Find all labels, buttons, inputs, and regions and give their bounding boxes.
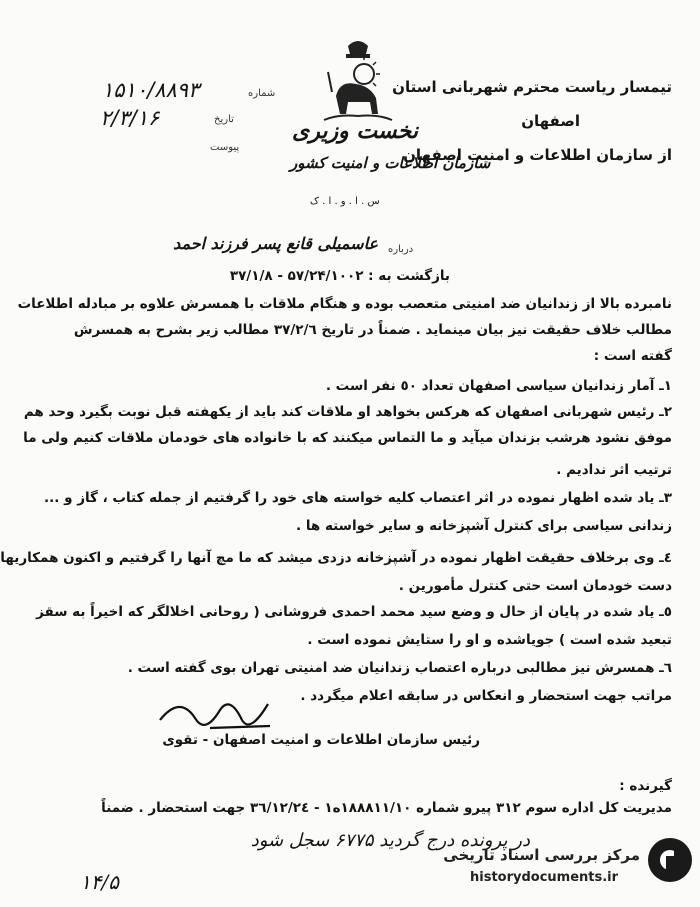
body-line: مراتب جهت استحضار و انعکاس در سابقه اعلام میگردد . bbox=[300, 688, 672, 704]
body-line: ۱ـ آمار زندانیان سیاسی اصفهان تعداد ٥٠ نفر است . bbox=[325, 378, 672, 394]
cc-label: گیرنده : bbox=[619, 778, 672, 794]
subject-text: عاسمیلی قانع پسر فرزند احمد bbox=[173, 234, 378, 253]
number-value: ۱۵۱۰/۸۸۹۳ bbox=[102, 78, 200, 102]
lion-and-sun-emblem-icon bbox=[318, 36, 398, 126]
organization-code: س . ا . و . ا . ک bbox=[310, 196, 380, 207]
body-line: گفته است : bbox=[593, 348, 672, 364]
organization-title: سازمان اطلاعات و امنیت کشور bbox=[290, 154, 491, 172]
watermark-en: historydocuments.ir bbox=[470, 870, 619, 885]
body-line: تبعید شده است ) جویاشده و او را ستایش نموده است . bbox=[307, 632, 672, 648]
handwritten-bottom: ۱۴/۵ bbox=[80, 870, 119, 894]
from-line: از سازمان اطلاعات و امنیت اصفهان bbox=[403, 146, 672, 164]
body-line: نامبرده بالا از زندانیان ضد امنیتی متعصب بوده و هنگام ملاقات با همسرش علاوه بر مبادله اطلاعات bbox=[17, 296, 672, 312]
body-line: زندانی سیاسی برای کنترل آشپزخانه و سایر خواسته ها . bbox=[296, 518, 672, 534]
body-line: دست خودمان است حتی کنترل مأمورین . bbox=[398, 578, 672, 594]
watermark-logo-icon bbox=[648, 838, 692, 882]
body-line: ۳ـ یاد شده اظهار نموده در اثر اعتصاب کلیه خواسته های خود را گرفتیم از جمله کتاب ، گاز و ... bbox=[44, 490, 672, 506]
body-line: ٥ـ یاد شده در پایان از حال و وضع سید محمد احمدی فروشانی ( روحانی اخلالگر که اخیراً به سقز bbox=[36, 604, 672, 620]
attachment-label: پیوست bbox=[210, 142, 240, 153]
recipient-line2: اصفهان bbox=[521, 112, 580, 130]
recipient-line1: تیمسار ریاست محترم شهربانی استان bbox=[392, 78, 672, 96]
body-line: ۲ـ رئیس شهربانی اصفهان که هرکس بخواهد او ملاقات کند باید از یکهفته قبل نوبت بگیرد وحد هم bbox=[23, 404, 672, 420]
body-line: مطالب خلاف حقیقت نیز بیان مینماید . ضمناً در تاریخ ۳۷/۲/٦ مطالب زیر بشرح به همسرش bbox=[73, 322, 672, 338]
watermark-fa: مرکز بررسی اسناد تاریخی bbox=[443, 846, 640, 864]
body-line: ترتیب اثر ندادیم . bbox=[556, 462, 672, 478]
number-label: شماره bbox=[248, 88, 276, 99]
date-value: ۲/۳/۱۶ bbox=[100, 106, 160, 130]
subject-label: درباره bbox=[388, 244, 414, 255]
signature-block: رئیس سازمان اطلاعات و امنیت اصفهان - تقوی bbox=[162, 732, 480, 748]
body-line: ٦ـ همسرش نیز مطالبی درباره اعتصاب زندانیان ضد امنیتی تهران بوی گفته است . bbox=[127, 660, 672, 676]
cc-line: مدیریت کل اداره سوم ۳۱۲ پیرو شماره ۱۸۸۸۱۱/۱۰ه۱ - ۳٦/۱۲/۲٤ جهت استحضار . ضمناً bbox=[101, 800, 672, 816]
body-line: ٤ـ وی برخلاف حقیقت اظهار نموده در آشپزخانه دزدی میشد که ما مچ آنها را گرفتیم و اکنون همکاریها bbox=[0, 550, 672, 566]
body-line: موفق نشود هرشب بزندان میآید و ما التماس میکنند که با خانواده های خودمان ملاقات کنیم ولی ما bbox=[23, 430, 672, 446]
ministry-title: نخست وزیری bbox=[292, 118, 418, 144]
date-label: تاریخ bbox=[214, 114, 234, 125]
handwritten-note: در پرونده درج گردید ۶۷۷۵ سجل شود bbox=[250, 830, 530, 851]
reference-line: بازگشت به : ۵۷/۲۴/۱۰۰۲ - ۳۷/۱/۸ bbox=[229, 268, 450, 284]
